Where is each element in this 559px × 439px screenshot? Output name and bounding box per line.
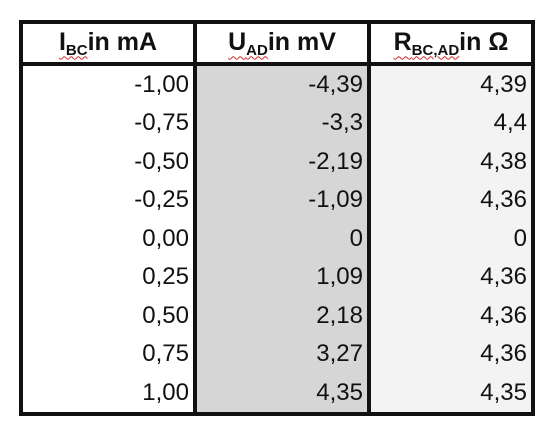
cell-current[interactable]: 0,50 — [142, 301, 189, 329]
cell-current[interactable]: 1,00 — [142, 378, 189, 406]
cell-resistance[interactable]: 4,39 — [480, 70, 527, 98]
cell-voltage[interactable]: 3,27 — [316, 340, 363, 367]
cell-voltage[interactable]: 1,09 — [316, 263, 363, 290]
header-current-symbol: $I_{BC}$ — [58, 28, 88, 60]
cell-current[interactable]: -0,50 — [134, 147, 189, 175]
cell-current[interactable]: 0,25 — [142, 263, 189, 290]
header-resistance-unit: in Ω — [459, 28, 509, 57]
column-voltage — [193, 24, 367, 412]
cell-current[interactable]: -0,25 — [134, 186, 189, 213]
measurement-table — [19, 20, 535, 416]
column-resistance — [367, 24, 531, 412]
cell-voltage[interactable]: -1,09 — [308, 186, 363, 213]
cell-voltage[interactable]: 2,18 — [316, 301, 363, 329]
cell-resistance[interactable]: 4,4 — [493, 109, 527, 136]
cell-current[interactable]: -1,00 — [134, 70, 189, 98]
header-current-unit: in mA — [87, 28, 158, 57]
header-voltage[interactable] — [197, 24, 367, 66]
cell-voltage[interactable]: 4,35 — [316, 378, 363, 406]
cell-resistance[interactable]: 4,38 — [480, 147, 527, 175]
cell-voltage[interactable]: -4,39 — [308, 70, 363, 98]
column-current — [23, 24, 193, 412]
header-voltage-unit: in mV — [267, 28, 336, 57]
cell-voltage[interactable]: 0 — [349, 224, 363, 252]
cell-resistance[interactable]: 4,36 — [480, 301, 527, 329]
cell-current[interactable]: 0,75 — [142, 340, 189, 367]
header-current[interactable] — [23, 24, 193, 66]
cell-current[interactable]: 0,00 — [142, 224, 189, 252]
cell-current[interactable]: -0,75 — [134, 109, 189, 136]
cell-resistance[interactable]: 0 — [513, 224, 527, 252]
header-resistance[interactable] — [371, 24, 531, 66]
cell-resistance[interactable]: 4,36 — [480, 263, 527, 290]
cell-voltage[interactable]: -3,3 — [321, 109, 363, 136]
cell-voltage[interactable]: -2,19 — [308, 147, 363, 175]
cell-resistance[interactable]: 4,36 — [480, 186, 527, 213]
header-resistance-symbol: $R_{BC,AD}$ — [393, 28, 460, 60]
header-voltage-symbol: $U_{AD}$ — [228, 28, 268, 60]
cell-resistance[interactable]: 4,36 — [480, 340, 527, 367]
cell-resistance[interactable]: 4,35 — [480, 378, 527, 406]
